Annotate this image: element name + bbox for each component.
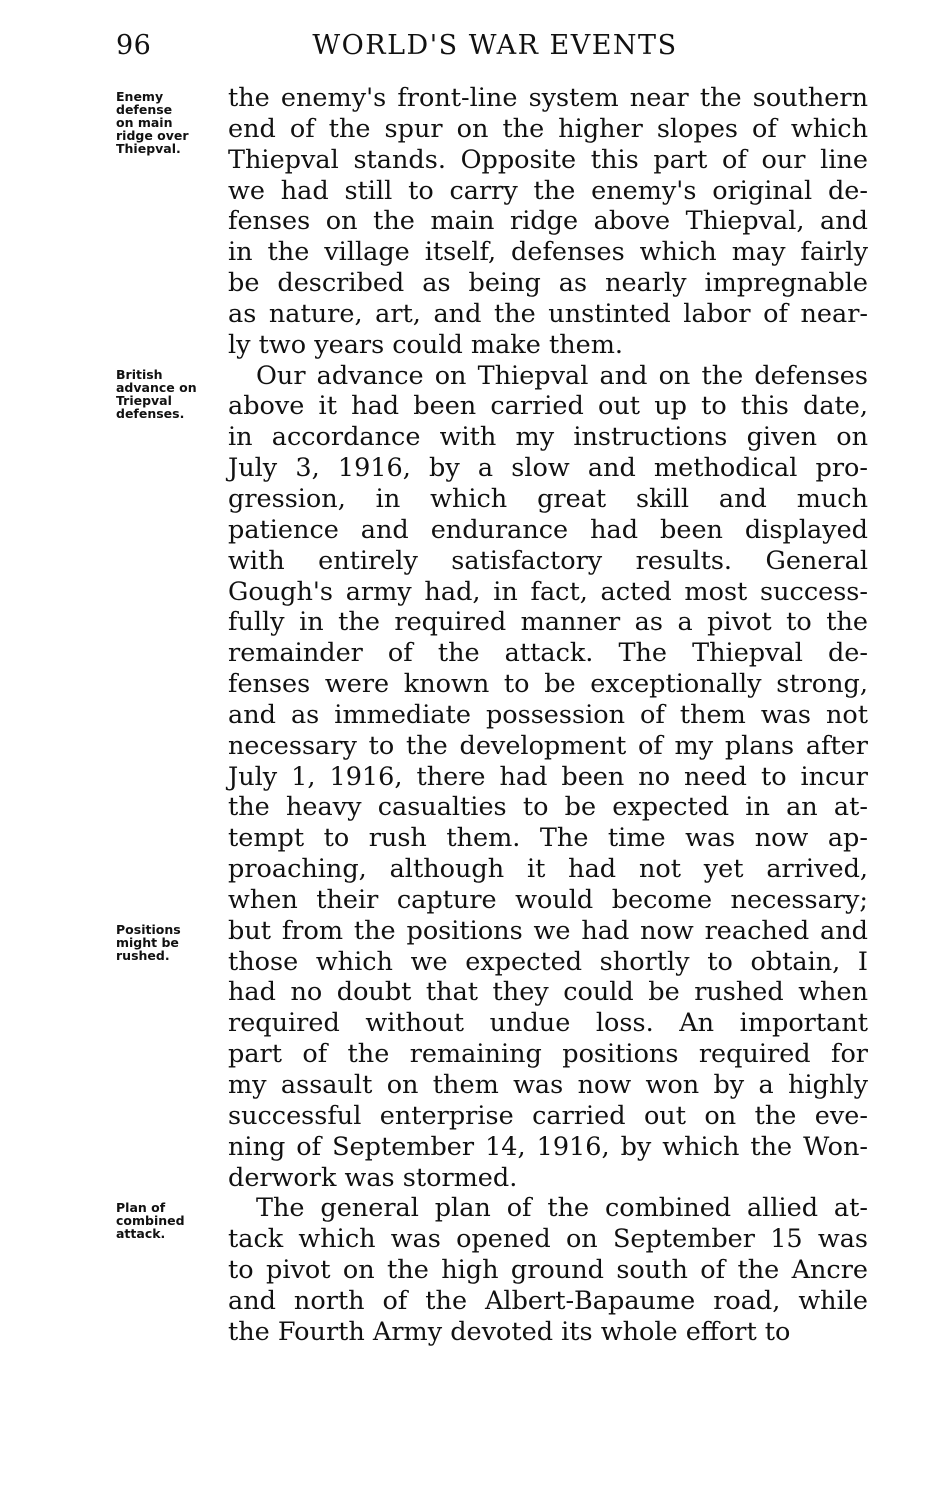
text-line: be described as being as nearly impregnable (228, 268, 868, 299)
text-line: fully in the required manner as a pivot to the (228, 607, 868, 638)
margin-note-line: on main (116, 115, 173, 130)
margin-note (116, 1201, 185, 1240)
text-line: patience and endurance had been displayed (228, 514, 868, 545)
text-line: July 3, 1916, by a slow and methodical pro- (228, 453, 868, 484)
text-line: Thiepval stands. Opposite this part of our line (228, 144, 868, 175)
page-number: 96 (116, 30, 152, 61)
margin-note-line: defenses. (116, 405, 185, 421)
text-line: derwork was stormed. (228, 1162, 518, 1193)
margin-note-line: defense (116, 102, 173, 117)
margin-note-line: Positions (116, 921, 181, 937)
text-line: gression, in which great skill and much (228, 483, 868, 514)
text-line: ly two years could make them. (228, 329, 624, 360)
running-title: WORLD'S WAR EVENTS (312, 30, 678, 61)
margin-note (116, 923, 181, 962)
text-line: fenses on the main ridge above Thiepval, and (228, 206, 868, 237)
text-line: tempt to rush them. The time was now ap- (228, 823, 868, 854)
margin-note-line: Enemy (116, 89, 164, 104)
text-line: Gough's army had, in fact, acted most success- (228, 576, 868, 607)
text-line: remainder of the attack. The Thiepval de- (228, 638, 868, 669)
text-line: The general plan of the combined allied at- (256, 1193, 868, 1224)
text-line: ning of September 14, 1916, by which the Won- (228, 1131, 868, 1162)
paragraph (228, 83, 868, 361)
text-line: those which we expected shortly to obtain, I (228, 946, 868, 977)
margin-note-line: Plan of (116, 1199, 166, 1215)
text-line: with entirely satisfactory results. General (228, 545, 868, 576)
text-line: and north of the Albert-Bapaume road, while (228, 1285, 868, 1316)
text-line: proaching, although it had not yet arrived, (228, 854, 868, 885)
margin-note-line: advance on (116, 379, 197, 395)
text-line: tack which was opened on September 15 was (228, 1224, 868, 1255)
text-line: required without undue loss. An important (228, 1008, 868, 1039)
text-line: in the village itself, defenses which may fairly (228, 237, 868, 268)
margin-note-line: Thiepval. (116, 141, 181, 156)
text-line: successful enterprise carried out on the eve- (228, 1100, 868, 1131)
text-line: the heavy casualties to be expected in an at- (228, 792, 868, 823)
text-line: my assault on them was now won by a highly (228, 1070, 868, 1100)
text-line: and as immediate possession of them was not (228, 699, 868, 730)
text-line: had no doubt that they could be rushed when (228, 977, 868, 1008)
paragraph (228, 1193, 868, 1347)
text-line: July 1, 1916, there had been no need to incur (228, 761, 868, 792)
text-line: in accordance with my instructions given on (228, 422, 868, 453)
text-line: part of the remaining positions required for (228, 1039, 868, 1070)
margin-note-line: British (116, 366, 163, 382)
text-line: end of the spur on the higher slopes of which (228, 113, 868, 144)
text-line: Our advance on Thiepval and on the defenses (256, 360, 868, 391)
margin-note-line: combined (116, 1212, 185, 1228)
text-line: above it had been carried out up to this date, (228, 391, 868, 422)
margin-note-line: might be (116, 934, 179, 950)
margin-note-line: ridge over (116, 128, 189, 143)
text-line: when their capture would become necessary; (228, 884, 868, 915)
margin-note (116, 90, 189, 155)
text-line: the enemy's front-line system near the southern (228, 83, 868, 113)
text-line: we had still to carry the enemy's original de- (228, 175, 868, 206)
body-text (228, 83, 868, 1348)
text-line: the Fourth Army devoted its whole effort to (228, 1316, 791, 1347)
paragraph (228, 361, 868, 1194)
text-line: to pivot on the high ground south of the Ancre (228, 1255, 868, 1286)
margin-note-line: Triepval (116, 392, 172, 408)
text-line: necessary to the development of my plans after (228, 730, 868, 761)
text-line: but from the positions we had now reached and (228, 915, 868, 946)
text-line: fenses were known to be exceptionally strong, (228, 669, 868, 700)
margin-note-line: rushed. (116, 947, 170, 963)
text-line: as nature, art, and the unstinted labor of near- (228, 298, 868, 329)
margin-note-line: attack. (116, 1225, 166, 1241)
margin-note (116, 368, 197, 420)
